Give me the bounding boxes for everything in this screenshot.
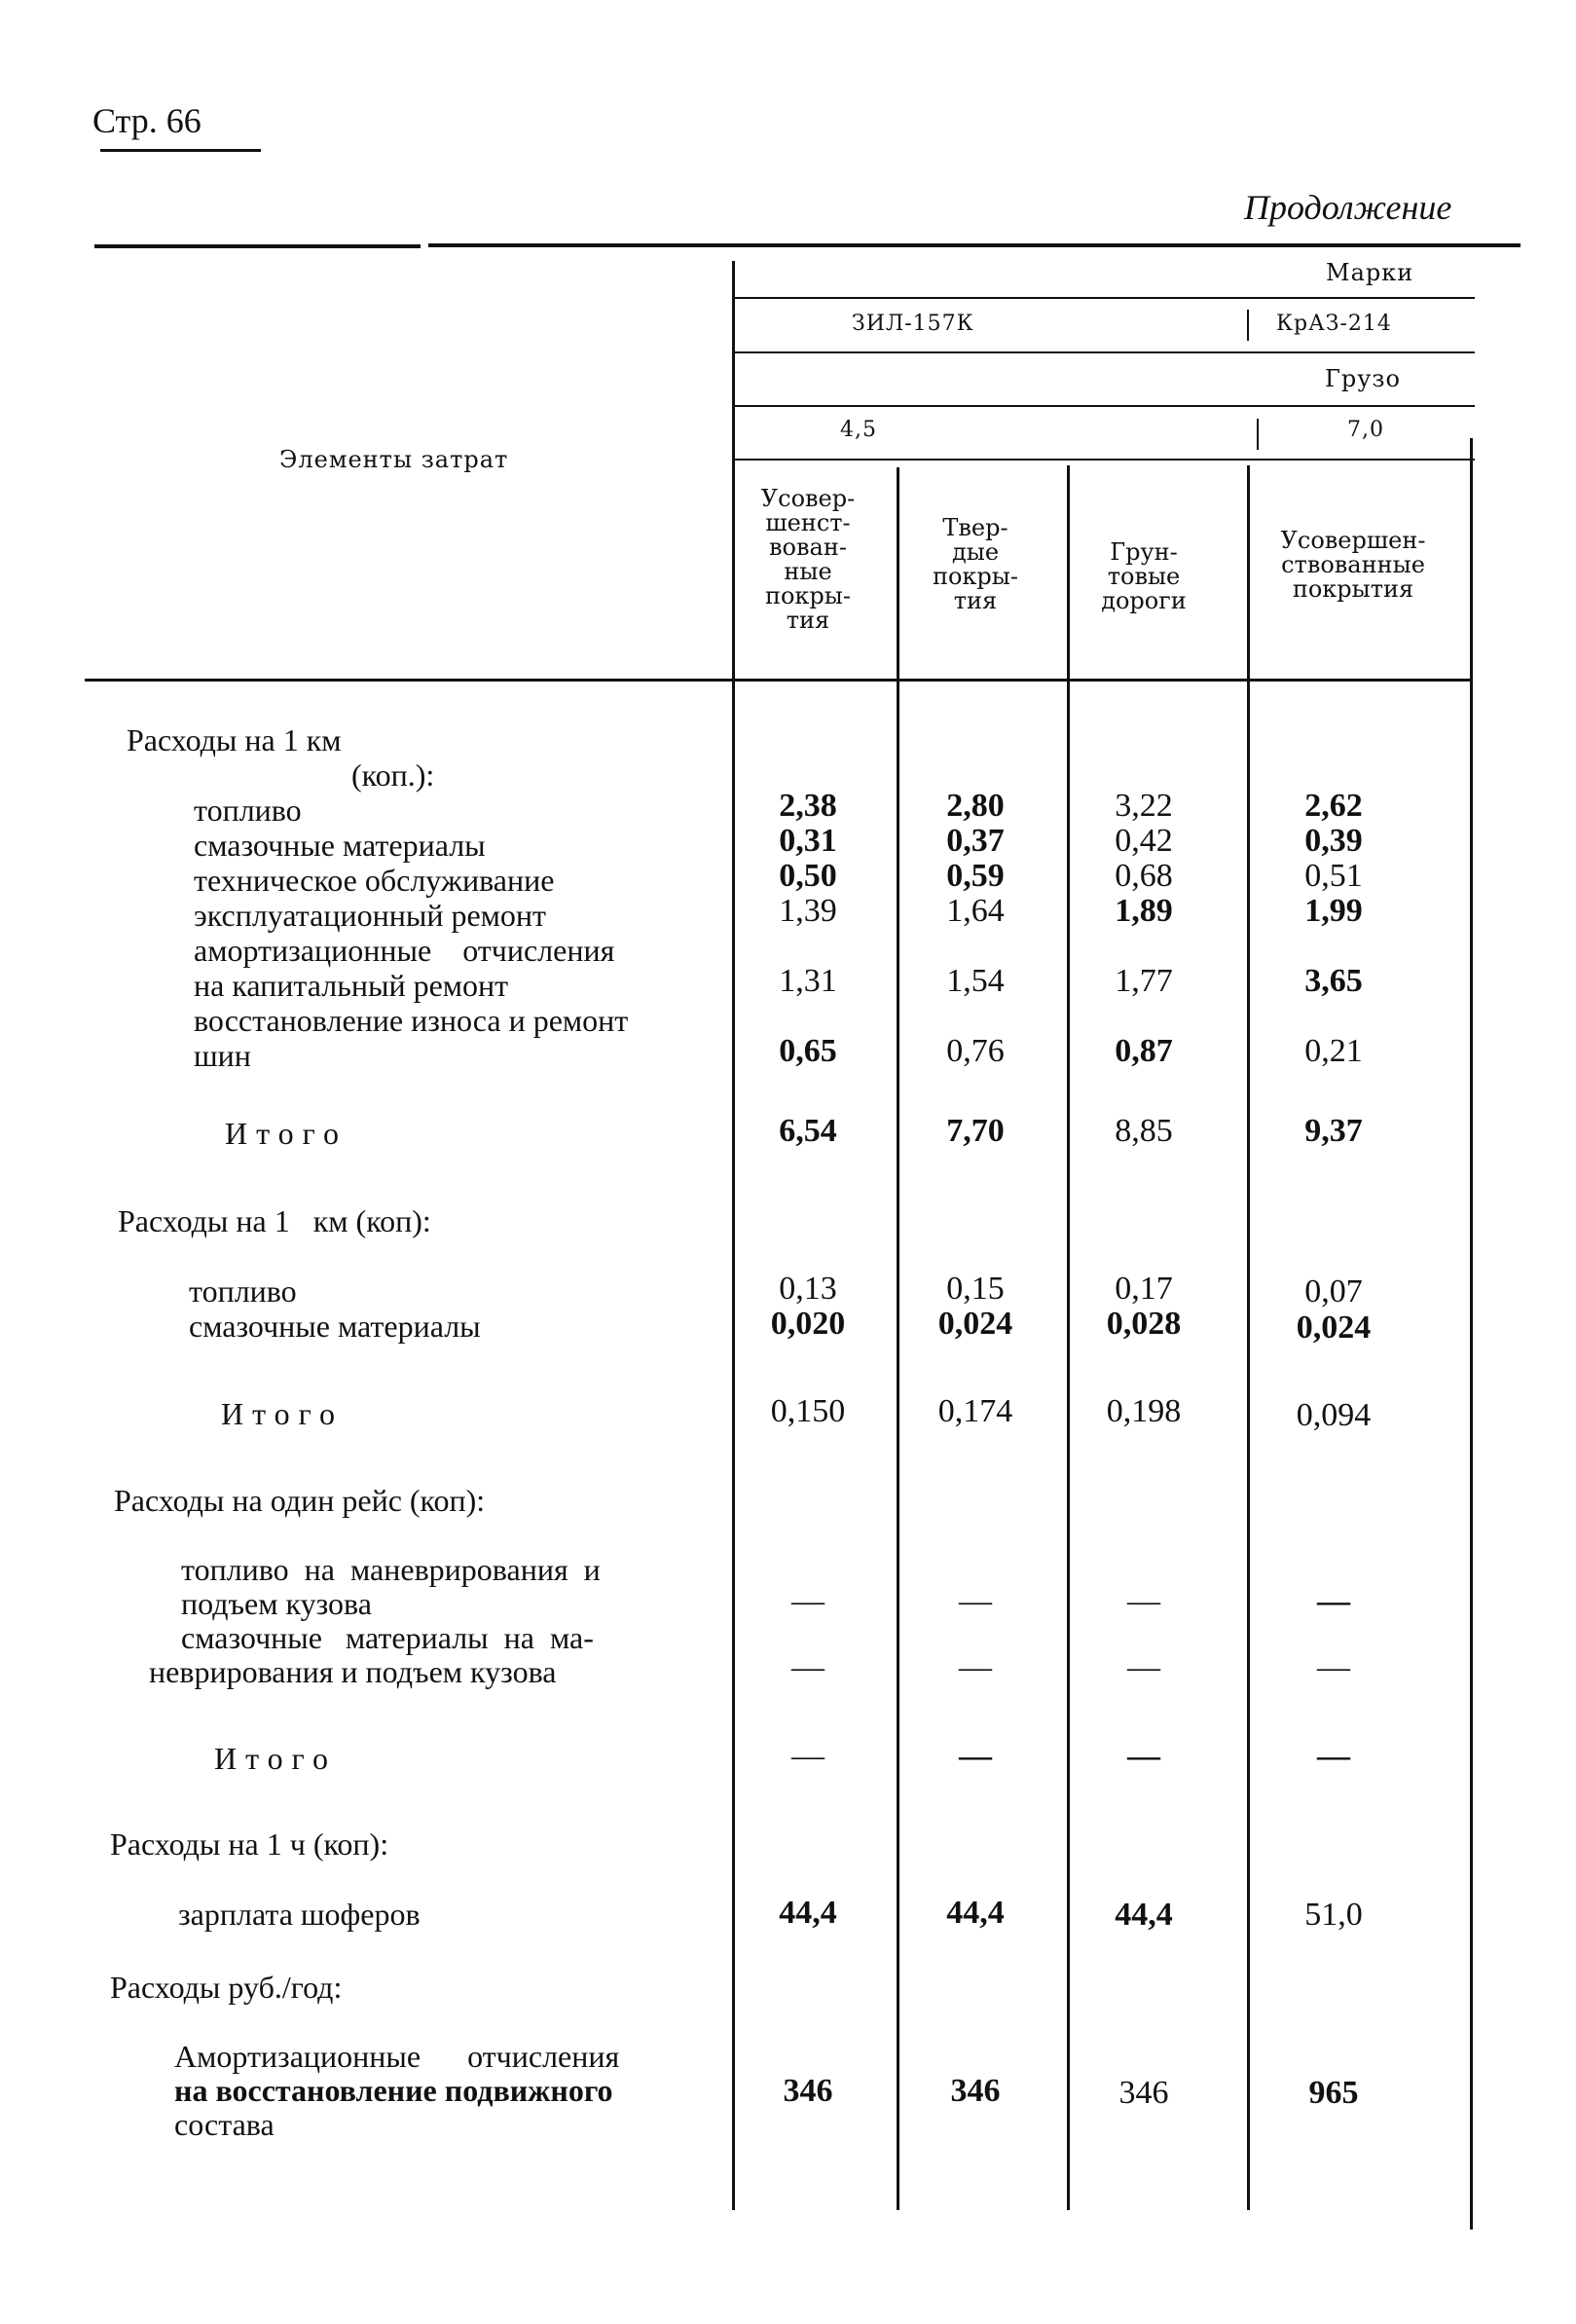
capacity-header: Грузо: [1325, 365, 1401, 392]
total-value: —: [1127, 1738, 1160, 1774]
column-divider-right: [1470, 438, 1473, 2230]
cell-value: 0,51: [1304, 858, 1363, 894]
row-label: техническое обслуживание: [194, 863, 555, 898]
cell-value: 1,54: [946, 963, 1005, 999]
continuation-label: Продолжение: [1244, 188, 1452, 227]
cell-value: 44,4: [779, 1895, 837, 1931]
brand-kraz-214: КрАЗ-214: [1276, 312, 1392, 336]
cell-value: 0,42: [1115, 823, 1173, 859]
section-per-km-title: Расходы на 1 км: [127, 722, 342, 757]
cell-value: —: [1127, 1649, 1160, 1685]
row-label: на восстановление подвижного: [174, 2073, 613, 2108]
row-label: топливо: [194, 793, 302, 828]
cell-value: 44,4: [1115, 1897, 1173, 1933]
page-number: Стр. 66: [92, 101, 202, 140]
cell-value: 1,89: [1115, 893, 1173, 929]
total-value: —: [791, 1738, 825, 1774]
column-divider-2: [1067, 465, 1070, 2210]
row-label: восстановление износа и ремонт: [194, 1003, 629, 1038]
cell-value: 0,17: [1115, 1271, 1173, 1307]
cell-value: 0,21: [1304, 1033, 1363, 1069]
cell-value: 0,37: [946, 823, 1005, 859]
road-type-hard: Твер- дые покры- тия: [932, 514, 1019, 614]
table-top-rule-right: [428, 243, 1521, 247]
cell-value: 2,62: [1304, 788, 1363, 824]
table-top-rule-left: [94, 244, 421, 248]
cell-value: 0,59: [946, 858, 1005, 894]
cell-value: 346: [950, 2073, 1001, 2109]
total-value: 0,198: [1106, 1393, 1182, 1429]
total-label: Итого: [225, 1116, 348, 1151]
column-divider-1: [897, 467, 899, 2210]
cell-value: 0,68: [1115, 858, 1173, 894]
cell-value: 3,22: [1115, 788, 1173, 824]
total-label: Итого: [221, 1396, 344, 1431]
cell-value: 0,024: [937, 1306, 1013, 1342]
capacity-divider: [1257, 419, 1259, 450]
cell-value: 2,80: [946, 788, 1005, 824]
row-label: неврирования и подъем кузова: [149, 1654, 557, 1689]
cell-value: —: [791, 1649, 825, 1685]
brand-zil-157k: ЗИЛ-157К: [852, 312, 974, 336]
elements-header: Элементы затрат: [279, 446, 509, 473]
cell-value: —: [959, 1649, 992, 1685]
column-divider-left: [732, 261, 735, 2210]
page-number-underline: [100, 149, 261, 152]
total-value: —: [959, 1738, 992, 1774]
cell-value: 1,77: [1115, 963, 1173, 999]
cell-value: 346: [1118, 2075, 1169, 2111]
cell-value: 0,39: [1304, 823, 1363, 859]
cell-value: 1,39: [779, 893, 837, 929]
capacity-zil: 4,5: [840, 418, 877, 442]
total-value: 9,37: [1304, 1113, 1363, 1149]
cell-value: 0,76: [946, 1033, 1005, 1069]
header-rule-4: [735, 459, 1475, 461]
row-label: зарплата шоферов: [178, 1897, 421, 1932]
section-per-km-2-title: Расходы на 1 км (коп):: [118, 1203, 431, 1238]
section-per-year-title: Расходы руб./год:: [110, 1970, 343, 2005]
cell-value: —: [959, 1583, 992, 1619]
cell-value: 0,13: [779, 1271, 837, 1307]
cell-value: —: [1317, 1649, 1350, 1685]
total-value: 6,54: [779, 1113, 837, 1149]
road-type-improved: Усовер- шенст- вован- ные покры- тия: [760, 485, 856, 634]
row-label: шин: [194, 1038, 251, 1073]
cell-value: 44,4: [946, 1895, 1005, 1931]
cell-value: 51,0: [1304, 1897, 1363, 1933]
road-type-dirt: Грун- товые дороги: [1101, 538, 1187, 614]
total-label: Итого: [214, 1741, 337, 1776]
total-value: 0,174: [937, 1393, 1013, 1429]
cell-value: —: [1127, 1583, 1160, 1619]
header-rule-2: [735, 351, 1475, 353]
total-value: 7,70: [946, 1113, 1005, 1149]
cell-value: 0,87: [1115, 1033, 1173, 1069]
row-label: смазочные материалы на ма-: [181, 1620, 594, 1655]
cell-value: 0,07: [1304, 1273, 1363, 1310]
cell-value: 0,024: [1296, 1310, 1372, 1346]
total-value: —: [1317, 1738, 1350, 1774]
cell-value: 0,028: [1106, 1306, 1182, 1342]
row-label: состава: [174, 2107, 275, 2142]
cell-value: 3,65: [1304, 963, 1363, 999]
row-label: топливо: [189, 1273, 297, 1309]
cell-value: 0,020: [770, 1306, 846, 1342]
row-label: Амортизационные отчисления: [174, 2039, 620, 2074]
cell-value: 0,50: [779, 858, 837, 894]
section-per-km-unit: (коп.):: [351, 757, 435, 793]
total-value: 8,85: [1115, 1113, 1173, 1149]
cell-value: 1,64: [946, 893, 1005, 929]
header-bottom-rule: [85, 679, 1472, 682]
cell-value: 2,38: [779, 788, 837, 824]
row-label: на капитальный ремонт: [194, 968, 509, 1003]
section-per-trip-title: Расходы на один рейс (коп):: [114, 1483, 486, 1518]
row-label: топливо на маневрирования и: [181, 1552, 601, 1587]
row-label: эксплуатационный ремонт: [194, 898, 546, 933]
cell-value: 0,15: [946, 1271, 1005, 1307]
cell-value: 1,31: [779, 963, 837, 999]
row-label: смазочные материалы: [189, 1309, 481, 1344]
row-label: смазочные материалы: [194, 828, 486, 863]
total-value: 0,150: [770, 1393, 846, 1429]
cell-value: 965: [1308, 2075, 1359, 2111]
cell-value: 1,99: [1304, 893, 1363, 929]
road-type-improved-kraz: Усовершен- ствованные покрытия: [1280, 527, 1426, 603]
brand-divider: [1247, 310, 1249, 341]
row-label: амортизационные отчисления: [194, 933, 615, 968]
capacity-kraz: 7,0: [1347, 418, 1384, 442]
header-rule-1: [735, 297, 1475, 299]
brands-header: Марки: [1326, 259, 1414, 286]
column-divider-3: [1247, 465, 1250, 2210]
section-per-hour-title: Расходы на 1 ч (коп):: [110, 1826, 389, 1862]
total-value: 0,094: [1296, 1397, 1372, 1433]
header-rule-3: [735, 405, 1475, 407]
cell-value: —: [1317, 1583, 1350, 1619]
cell-value: 0,31: [779, 823, 837, 859]
cell-value: —: [791, 1583, 825, 1619]
row-label: подъем кузова: [181, 1586, 372, 1621]
cell-value: 346: [783, 2073, 833, 2109]
cell-value: 0,65: [779, 1033, 837, 1069]
